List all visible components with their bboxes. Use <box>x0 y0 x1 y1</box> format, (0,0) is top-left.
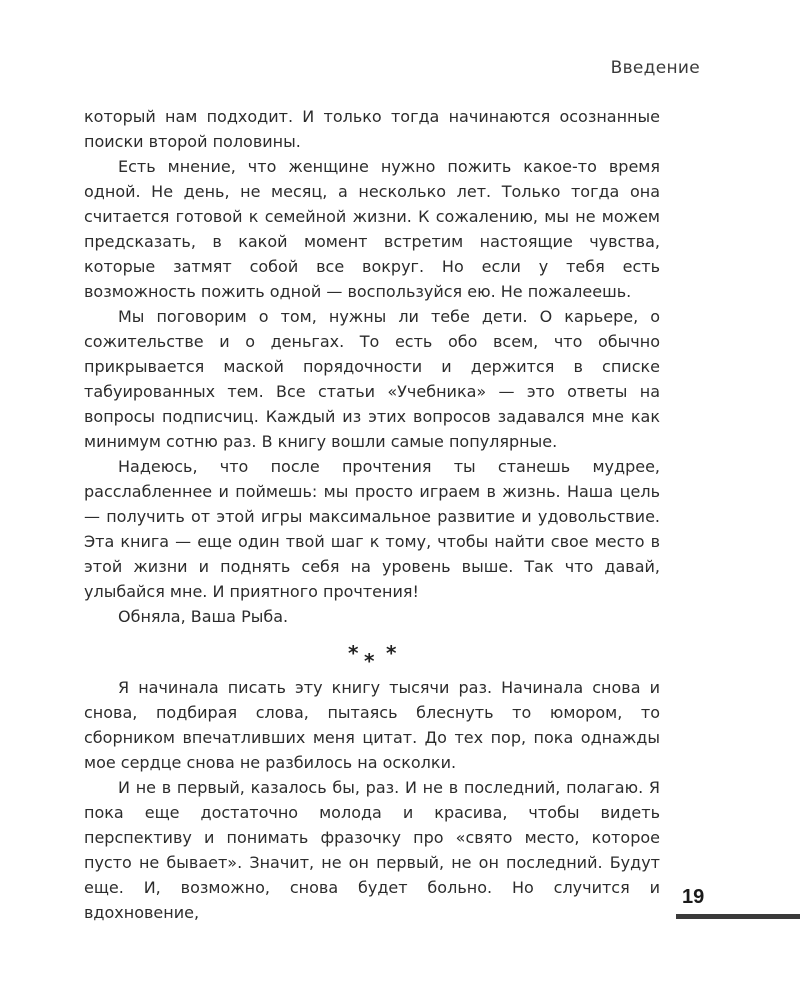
page-body <box>84 104 660 925</box>
paragraph-6: Я начинала писать эту книгу тысячи раз. Начинала снова и снова, подбирая слова, пытаясь блеснуть то юмором, то сборником впечатливших меня цитат. До тех пор, пока однажды мое сердце снова не разбилось на осколки. <box>84 678 660 772</box>
paragraph-7: И не в первый, казалось бы, раз. И не в последний, полагаю. Я пока еще достаточно молода и красива, чтобы видеть перспективу и понимать фразочку про «свято место, которое пусто не бывает». Значит, не он первый, не он последний. Будут еще. И, возможно, снова будет больно. Но случится и вдохновение, <box>84 778 660 922</box>
paragraph-2: Есть мнение, что женщине нужно пожить какое-то время одной. Не день, не месяц, а несколько лет. Только тогда она считается готовой к семейной жизни. К сожалению, мы не можем предсказать, в какой момент встретим настоящие чувства, которые затмят собой все вокруг. Но если у тебя есть возможность пожить одной — воспользуйся ею. Не пожалеешь. <box>84 157 660 301</box>
running-header: Введение <box>610 58 700 78</box>
page-number-bar <box>676 914 800 919</box>
paragraph-5-signature: Обняла, Ваша Рыба. <box>118 607 289 626</box>
separator-asterisk: * <box>386 641 397 665</box>
separator-asterisk: * <box>348 641 359 665</box>
paragraph-1: который нам подходит. И только тогда начинаются осознанные поиски второй половины. <box>84 107 660 151</box>
section-separator <box>84 639 660 675</box>
separator-asterisk: * <box>364 649 375 673</box>
paragraph-4: Надеюсь, что после прочтения ты станешь мудрее, расслабленнее и поймешь: мы просто играем в жизнь. Наша цель — получить от этой игры максимальное развитие и удовольствие. Эта книга — еще один твой шаг к тому, чтобы найти свое место в этой жизни и поднять себя на уровень выше. Так что давай, улыбайся мне. И приятного прочтения! <box>84 457 660 601</box>
page-number: 19 <box>682 886 705 908</box>
paragraph-3: Мы поговорим о том, нужны ли тебе дети. О карьере, о сожительстве и о деньгах. То есть обо всем, что обычно прикрывается маской порядочности и держится в списке табуированных тем. Все статьи «Учебника» — это ответы на вопросы подписчиц. Каждый из этих вопросов задавался мне как минимум сотню раз. В книгу вошли самые популярные. <box>84 307 660 451</box>
